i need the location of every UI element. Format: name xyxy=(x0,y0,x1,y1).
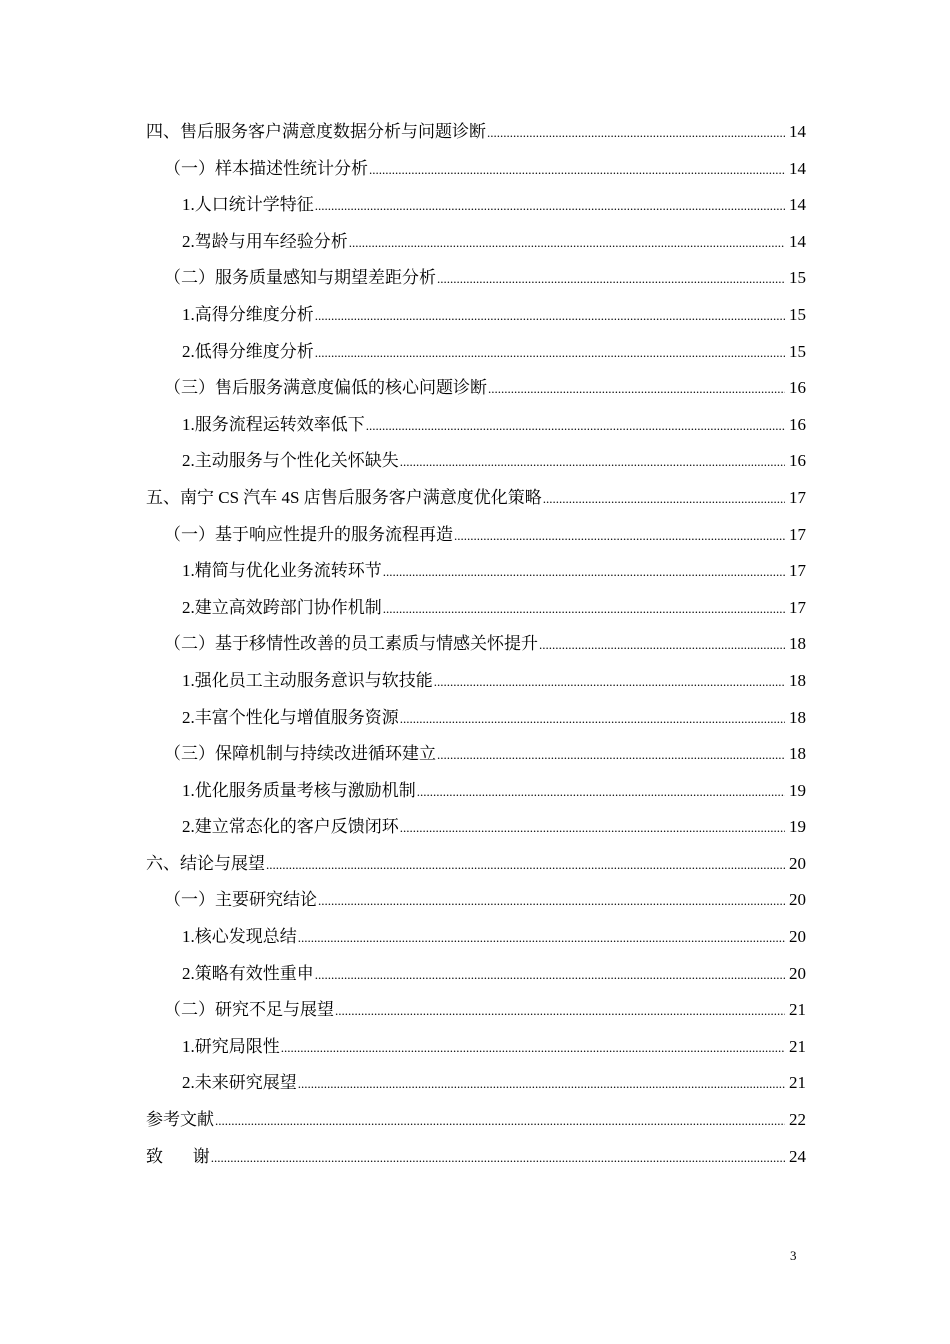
toc-entry-page: 20 xyxy=(789,963,806,983)
toc-entry-page: 15 xyxy=(789,341,806,361)
toc-entry[interactable] xyxy=(146,480,806,517)
toc-dot-leader xyxy=(298,1066,785,1103)
toc-dot-leader xyxy=(369,152,785,189)
toc-entry-page: 18 xyxy=(789,744,806,764)
toc-entry[interactable] xyxy=(146,919,806,956)
toc-dot-leader xyxy=(383,554,785,591)
toc-entry[interactable] xyxy=(146,1065,806,1102)
toc-dot-leader xyxy=(315,957,785,994)
toc-entry-title: 五、南宁 CS 汽车 4S 店售后服务客户满意度优化策略 xyxy=(146,487,542,507)
toc-entry[interactable] xyxy=(146,809,806,846)
toc-entry-title: 1.研究局限性 xyxy=(182,1036,280,1056)
toc-entry[interactable] xyxy=(146,736,806,773)
toc-entry[interactable] xyxy=(146,663,806,700)
toc-entry[interactable] xyxy=(146,882,806,919)
toc-entry-title: 1.精简与优化业务流转环节 xyxy=(182,561,382,581)
toc-dot-leader xyxy=(298,920,785,957)
toc-dot-leader xyxy=(215,1103,785,1140)
toc-entry-title: （二）研究不足与展望 xyxy=(164,1000,334,1020)
toc-entry-title: 参考文献 xyxy=(146,1110,214,1130)
toc-dot-leader xyxy=(454,518,785,555)
toc-entry[interactable] xyxy=(146,151,806,188)
toc-dot-leader xyxy=(318,883,785,920)
toc-dot-leader xyxy=(400,810,785,847)
toc-entry-title: 2.驾龄与用车经验分析 xyxy=(182,231,348,251)
toc-entry-title: （二）服务质量感知与期望差距分析 xyxy=(164,268,436,288)
toc-entry-title: （一）样本描述性统计分析 xyxy=(164,158,368,178)
toc-entry[interactable] xyxy=(146,956,806,993)
toc-entry-page: 22 xyxy=(789,1110,806,1130)
toc-entry[interactable] xyxy=(146,1139,806,1176)
toc-entry-title: （二）基于移情性改善的员工素质与情感关怀提升 xyxy=(164,634,538,654)
toc-dot-leader xyxy=(349,225,785,262)
toc-entry-title: （三）售后服务满意度偏低的核心问题诊断 xyxy=(164,378,487,398)
toc-dot-leader xyxy=(437,261,785,298)
toc-dot-leader xyxy=(335,993,785,1030)
toc-dot-leader xyxy=(366,408,785,445)
toc-dot-leader xyxy=(281,1030,785,1067)
toc-entry-page: 18 xyxy=(789,670,806,690)
toc-entry-page: 16 xyxy=(789,414,806,434)
toc-entry-page: 18 xyxy=(789,634,806,654)
page-number: 3 xyxy=(790,1248,797,1263)
toc-entry-page: 14 xyxy=(789,158,806,178)
toc-dot-leader xyxy=(487,115,785,152)
toc-dot-leader xyxy=(315,188,785,225)
toc-dot-leader xyxy=(539,627,785,664)
toc-entry-page: 17 xyxy=(789,597,806,617)
toc-entry-page: 17 xyxy=(789,561,806,581)
toc-entry-page: 18 xyxy=(789,707,806,727)
toc-entry[interactable] xyxy=(146,590,806,627)
toc-entry[interactable] xyxy=(146,846,806,883)
toc-dot-leader xyxy=(383,591,785,628)
toc-entry-page: 24 xyxy=(789,1146,806,1166)
table-of-contents xyxy=(146,114,806,1175)
toc-dot-leader xyxy=(400,701,785,738)
toc-dot-leader xyxy=(417,774,785,811)
toc-entry-title: （一）主要研究结论 xyxy=(164,890,317,910)
toc-dot-leader xyxy=(437,737,785,774)
toc-entry-title: 2.丰富个性化与增值服务资源 xyxy=(182,707,399,727)
toc-entry-title: 1.高得分维度分析 xyxy=(182,304,314,324)
toc-dot-leader xyxy=(315,298,785,335)
toc-entry[interactable] xyxy=(146,773,806,810)
toc-entry-page: 21 xyxy=(789,1000,806,1020)
toc-entry-title: 1.核心发现总结 xyxy=(182,927,297,947)
toc-entry-title: 六、结论与展望 xyxy=(146,853,265,873)
toc-entry-title: 致 谢 xyxy=(146,1146,210,1166)
toc-entry-title: 2.策略有效性重申 xyxy=(182,963,314,983)
toc-dot-leader xyxy=(266,847,785,884)
toc-entry-title: 1.优化服务质量考核与激励机制 xyxy=(182,780,416,800)
toc-entry[interactable] xyxy=(146,1029,806,1066)
toc-entry-page: 19 xyxy=(789,817,806,837)
toc-entry-title: 四、售后服务客户满意度数据分析与问题诊断 xyxy=(146,122,486,141)
toc-entry-page: 20 xyxy=(789,853,806,873)
toc-entry-page: 17 xyxy=(789,487,806,507)
toc-entry[interactable] xyxy=(146,334,806,371)
toc-entry-title: 2.未来研究展望 xyxy=(182,1073,297,1093)
toc-dot-leader xyxy=(434,664,785,701)
toc-entry-page: 16 xyxy=(789,378,806,398)
toc-dot-leader xyxy=(315,335,785,372)
toc-entry[interactable] xyxy=(146,407,806,444)
toc-entry-title: 2.低得分维度分析 xyxy=(182,341,314,361)
toc-dot-leader xyxy=(543,481,785,518)
toc-entry[interactable] xyxy=(146,553,806,590)
toc-entry-title: 2.建立高效跨部门协作机制 xyxy=(182,597,382,617)
toc-entry[interactable] xyxy=(146,992,806,1029)
toc-entry-title: 1.服务流程运转效率低下 xyxy=(182,414,365,434)
toc-entry[interactable] xyxy=(146,114,806,151)
toc-dot-leader xyxy=(488,371,785,408)
toc-entry[interactable] xyxy=(146,260,806,297)
toc-entry-page: 19 xyxy=(789,780,806,800)
toc-entry-page: 15 xyxy=(789,268,806,288)
toc-entry-page: 17 xyxy=(789,524,806,544)
toc-dot-leader xyxy=(211,1140,785,1177)
toc-dot-leader xyxy=(400,444,785,481)
toc-entry-title: 2.主动服务与个性化关怀缺失 xyxy=(182,451,399,471)
toc-entry-title: （一）基于响应性提升的服务流程再造 xyxy=(164,524,453,544)
toc-entry[interactable] xyxy=(146,517,806,554)
toc-entry[interactable] xyxy=(146,187,806,224)
toc-entry[interactable] xyxy=(146,224,806,261)
toc-entry-title: 1.人口统计学特征 xyxy=(182,195,314,215)
toc-entry-title: 1.强化员工主动服务意识与软技能 xyxy=(182,670,433,690)
toc-entry-page: 14 xyxy=(789,231,806,251)
toc-entry-title: （三）保障机制与持续改进循环建立 xyxy=(164,744,436,764)
toc-entry[interactable] xyxy=(146,370,806,407)
toc-entry[interactable] xyxy=(146,700,806,737)
toc-entry-page: 21 xyxy=(789,1036,806,1056)
toc-entry-page: 14 xyxy=(789,122,806,141)
toc-entry-page: 20 xyxy=(789,890,806,910)
toc-entry[interactable] xyxy=(146,1102,806,1139)
toc-entry[interactable] xyxy=(146,443,806,480)
toc-entry-page: 21 xyxy=(789,1073,806,1093)
toc-entry-page: 16 xyxy=(789,451,806,471)
toc-entry-page: 15 xyxy=(789,304,806,324)
toc-entry[interactable] xyxy=(146,626,806,663)
toc-entry-title: 2.建立常态化的客户反馈闭环 xyxy=(182,817,399,837)
toc-entry[interactable] xyxy=(146,297,806,334)
toc-entry-page: 14 xyxy=(789,195,806,215)
toc-entry-page: 20 xyxy=(789,927,806,947)
